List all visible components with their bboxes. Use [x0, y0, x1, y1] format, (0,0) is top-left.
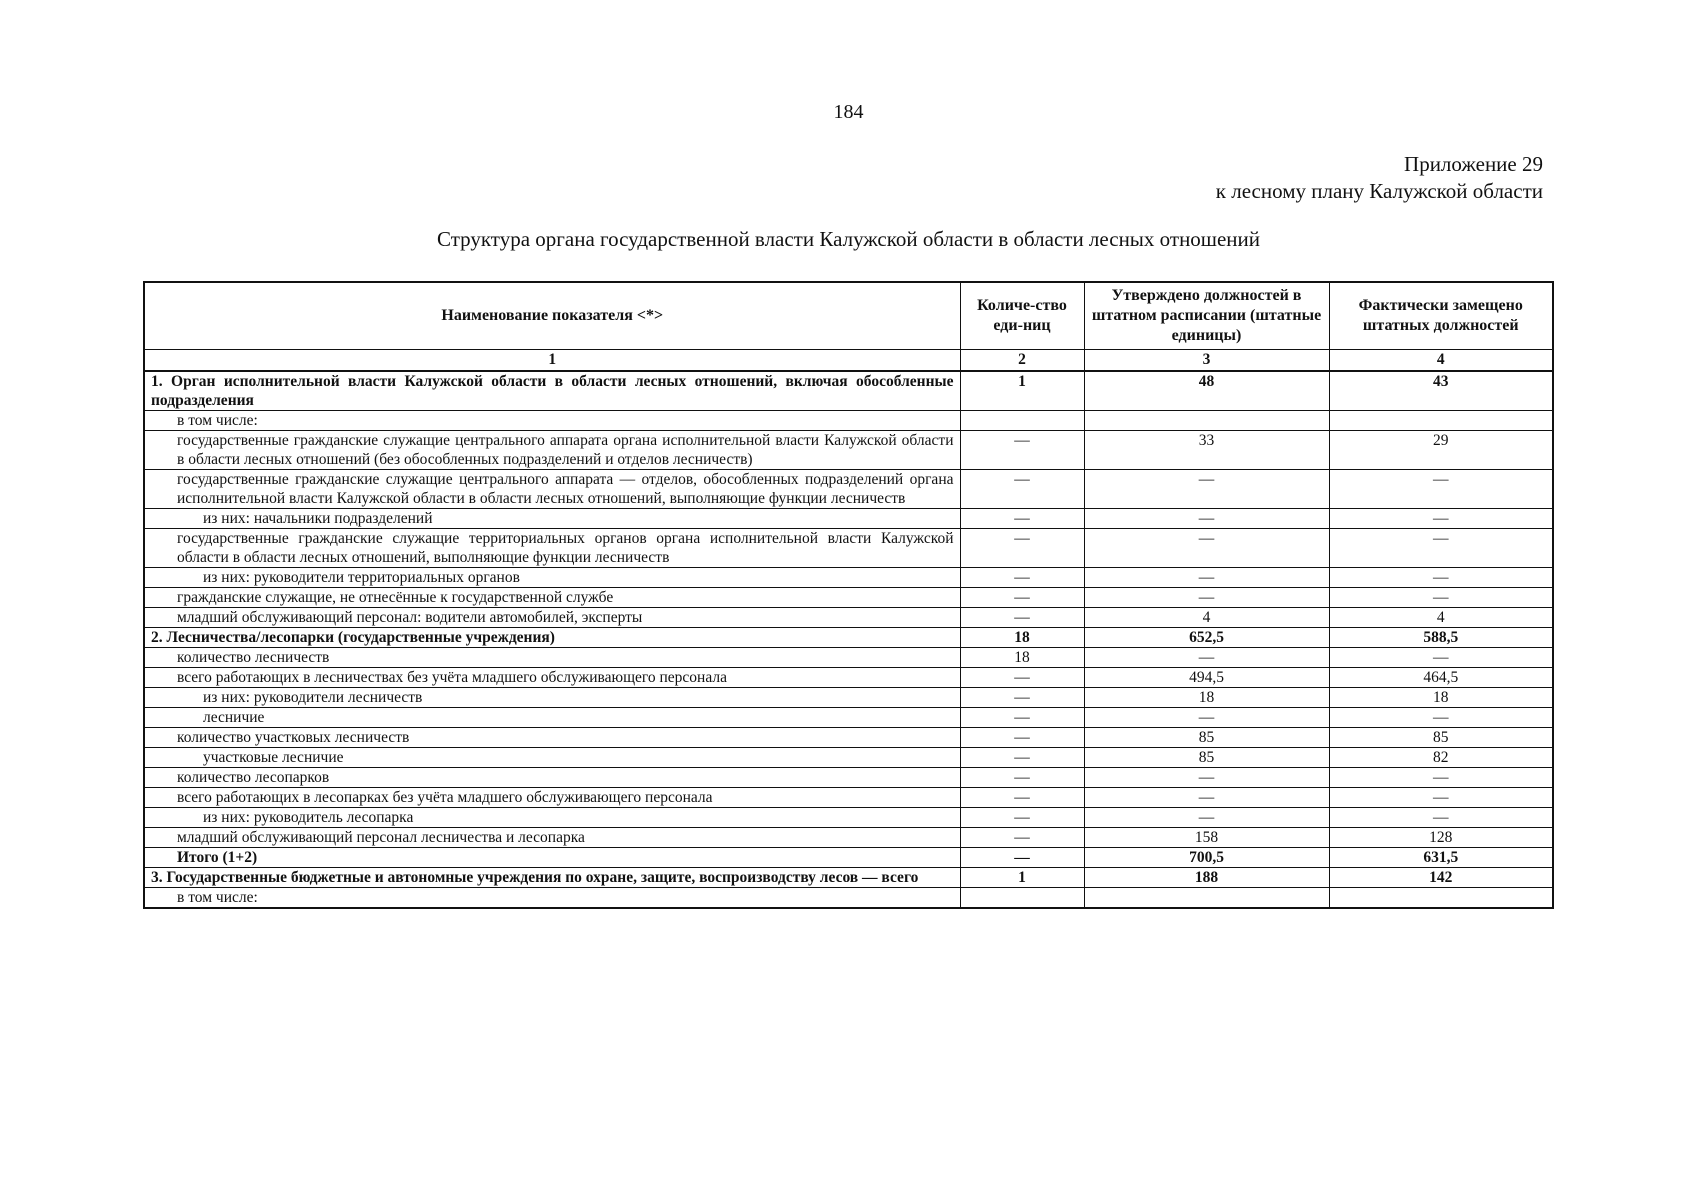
- table-row: [144, 568, 1553, 588]
- table-row: [144, 608, 1553, 628]
- row-indicator-name: количество лесопарков: [144, 768, 960, 788]
- table-row: [144, 648, 1553, 668]
- row-indicator-name: количество участковых лесничеств: [144, 728, 960, 748]
- row-unit-count: —: [960, 728, 1084, 748]
- row-approved-positions: 158: [1084, 828, 1329, 848]
- row-indicator-name: участковые лесничие: [144, 748, 960, 768]
- structure-table-container: [143, 281, 1552, 909]
- row-unit-count: —: [960, 431, 1084, 470]
- table-row: [144, 868, 1553, 888]
- table-header-row: [144, 282, 1553, 350]
- table-row: [144, 529, 1553, 568]
- table-row: [144, 728, 1553, 748]
- table-row: [144, 509, 1553, 529]
- header-indicator-name: Наименование показателя <*>: [144, 282, 960, 350]
- row-filled-positions: —: [1329, 588, 1553, 608]
- row-approved-positions: 48: [1084, 371, 1329, 411]
- row-unit-count: —: [960, 828, 1084, 848]
- column-number-1: 1: [144, 350, 960, 372]
- row-filled-positions: 128: [1329, 828, 1553, 848]
- row-indicator-name: в том числе:: [144, 411, 960, 431]
- column-number-3: 3: [1084, 350, 1329, 372]
- row-indicator-name: младший обслуживающий персонал лесничества и лесопарка: [144, 828, 960, 848]
- row-approved-positions: 4: [1084, 608, 1329, 628]
- column-number-2: 2: [960, 350, 1084, 372]
- table-column-number-row: [144, 350, 1553, 372]
- row-filled-positions: —: [1329, 788, 1553, 808]
- page-number: 184: [833, 101, 864, 123]
- row-filled-positions: 4: [1329, 608, 1553, 628]
- row-approved-positions: [1084, 411, 1329, 431]
- row-filled-positions: —: [1329, 509, 1553, 529]
- appendix-heading: [1216, 151, 1543, 205]
- row-filled-positions: 43: [1329, 371, 1553, 411]
- row-unit-count: —: [960, 470, 1084, 509]
- row-indicator-name: всего работающих в лесничествах без учёта младшего обслуживающего персонала: [144, 668, 960, 688]
- row-indicator-name: из них: руководители лесничеств: [144, 688, 960, 708]
- row-approved-positions: —: [1084, 648, 1329, 668]
- row-approved-positions: —: [1084, 568, 1329, 588]
- row-unit-count: —: [960, 668, 1084, 688]
- table-row: [144, 668, 1553, 688]
- row-approved-positions: —: [1084, 509, 1329, 529]
- row-indicator-name: количество лесничеств: [144, 648, 960, 668]
- row-filled-positions: 142: [1329, 868, 1553, 888]
- row-indicator-name: 2. Лесничества/лесопарки (государственные учреждения): [144, 628, 960, 648]
- table-row: [144, 470, 1553, 509]
- table-row: [144, 768, 1553, 788]
- row-filled-positions: —: [1329, 768, 1553, 788]
- row-indicator-name: Итого (1+2): [144, 848, 960, 868]
- row-unit-count: —: [960, 708, 1084, 728]
- row-filled-positions: 588,5: [1329, 628, 1553, 648]
- row-unit-count: [960, 411, 1084, 431]
- row-approved-positions: —: [1084, 768, 1329, 788]
- row-unit-count: 18: [960, 628, 1084, 648]
- row-approved-positions: —: [1084, 588, 1329, 608]
- appendix-line-1: Приложение 29: [1404, 152, 1543, 176]
- table-row: [144, 411, 1553, 431]
- document-title: Структура органа государственной власти Калужской области в области лесных отношений: [436, 227, 1261, 251]
- header-approved-positions: Утверждено должностей в штатном расписании (штатные единицы): [1084, 282, 1329, 350]
- row-filled-positions: 29: [1329, 431, 1553, 470]
- row-unit-count: [960, 888, 1084, 909]
- row-unit-count: —: [960, 688, 1084, 708]
- row-indicator-name: младший обслуживающий персонал: водители автомобилей, эксперты: [144, 608, 960, 628]
- row-filled-positions: —: [1329, 529, 1553, 568]
- row-indicator-name: из них: руководители территориальных органов: [144, 568, 960, 588]
- row-indicator-name: из них: начальники подразделений: [144, 509, 960, 529]
- row-unit-count: —: [960, 788, 1084, 808]
- table-row: [144, 808, 1553, 828]
- row-filled-positions: [1329, 888, 1553, 909]
- row-filled-positions: [1329, 411, 1553, 431]
- structure-table: [143, 281, 1554, 909]
- row-approved-positions: 85: [1084, 748, 1329, 768]
- row-indicator-name: государственные гражданские служащие территориальных органов органа исполнительной власти Калужской области в области лесных отношений, выполняющие функции лесничеств: [144, 529, 960, 568]
- row-approved-positions: 33: [1084, 431, 1329, 470]
- table-row: [144, 748, 1553, 768]
- row-approved-positions: —: [1084, 470, 1329, 509]
- table-row: [144, 688, 1553, 708]
- table-row: [144, 371, 1553, 411]
- row-filled-positions: —: [1329, 708, 1553, 728]
- table-row: [144, 708, 1553, 728]
- row-unit-count: 18: [960, 648, 1084, 668]
- row-filled-positions: 464,5: [1329, 668, 1553, 688]
- row-filled-positions: —: [1329, 808, 1553, 828]
- row-filled-positions: 85: [1329, 728, 1553, 748]
- row-unit-count: —: [960, 848, 1084, 868]
- row-filled-positions: 18: [1329, 688, 1553, 708]
- row-approved-positions: —: [1084, 808, 1329, 828]
- row-filled-positions: —: [1329, 648, 1553, 668]
- row-unit-count: —: [960, 768, 1084, 788]
- table-row: [144, 431, 1553, 470]
- column-number-4: 4: [1329, 350, 1553, 372]
- row-indicator-name: в том числе:: [144, 888, 960, 909]
- row-unit-count: 1: [960, 371, 1084, 411]
- row-indicator-name: гражданские служащие, не отнесённые к государственной службе: [144, 588, 960, 608]
- row-filled-positions: 82: [1329, 748, 1553, 768]
- row-unit-count: 1: [960, 868, 1084, 888]
- row-approved-positions: 700,5: [1084, 848, 1329, 868]
- row-indicator-name: из них: руководитель лесопарка: [144, 808, 960, 828]
- row-approved-positions: 18: [1084, 688, 1329, 708]
- row-unit-count: —: [960, 568, 1084, 588]
- row-unit-count: —: [960, 588, 1084, 608]
- row-indicator-name: 3. Государственные бюджетные и автономные учреждения по охране, защите, воспроизводству лесов — всего: [144, 868, 960, 888]
- row-indicator-name: всего работающих в лесопарках без учёта младшего обслуживающего персонала: [144, 788, 960, 808]
- row-approved-positions: —: [1084, 529, 1329, 568]
- header-filled-positions: Фактически замещено штатных должностей: [1329, 282, 1553, 350]
- row-indicator-name: государственные гражданские служащие центрального аппарата — отделов, обособленных подразделений органа исполнительной власти Калужской области в области лесных отношений, выполняющие функции лесничеств: [144, 470, 960, 509]
- table-row: [144, 888, 1553, 909]
- row-unit-count: —: [960, 808, 1084, 828]
- header-unit-count: Количе-ство еди-ниц: [960, 282, 1084, 350]
- row-indicator-name: лесничие: [144, 708, 960, 728]
- appendix-line-2: к лесному плану Калужской области: [1215, 179, 1543, 203]
- table-row: [144, 828, 1553, 848]
- table-row: [144, 588, 1553, 608]
- row-filled-positions: 631,5: [1329, 848, 1553, 868]
- row-unit-count: —: [960, 748, 1084, 768]
- row-approved-positions: 652,5: [1084, 628, 1329, 648]
- row-indicator-name: государственные гражданские служащие центрального аппарата органа исполнительной власти Калужской области в области лесных отношений (без обособленных подразделений и отделов лесничеств): [144, 431, 960, 470]
- row-approved-positions: —: [1084, 788, 1329, 808]
- row-approved-positions: —: [1084, 708, 1329, 728]
- table-body: [144, 371, 1553, 908]
- table-row: [144, 628, 1553, 648]
- row-approved-positions: [1084, 888, 1329, 909]
- row-approved-positions: 494,5: [1084, 668, 1329, 688]
- row-filled-positions: —: [1329, 470, 1553, 509]
- row-unit-count: —: [960, 529, 1084, 568]
- row-filled-positions: —: [1329, 568, 1553, 588]
- row-approved-positions: 188: [1084, 868, 1329, 888]
- row-unit-count: —: [960, 509, 1084, 529]
- row-approved-positions: 85: [1084, 728, 1329, 748]
- table-row: [144, 788, 1553, 808]
- row-unit-count: —: [960, 608, 1084, 628]
- row-indicator-name: 1. Орган исполнительной власти Калужской области в области лесных отношений, включая обособленные подразделения: [144, 371, 960, 411]
- table-row: [144, 848, 1553, 868]
